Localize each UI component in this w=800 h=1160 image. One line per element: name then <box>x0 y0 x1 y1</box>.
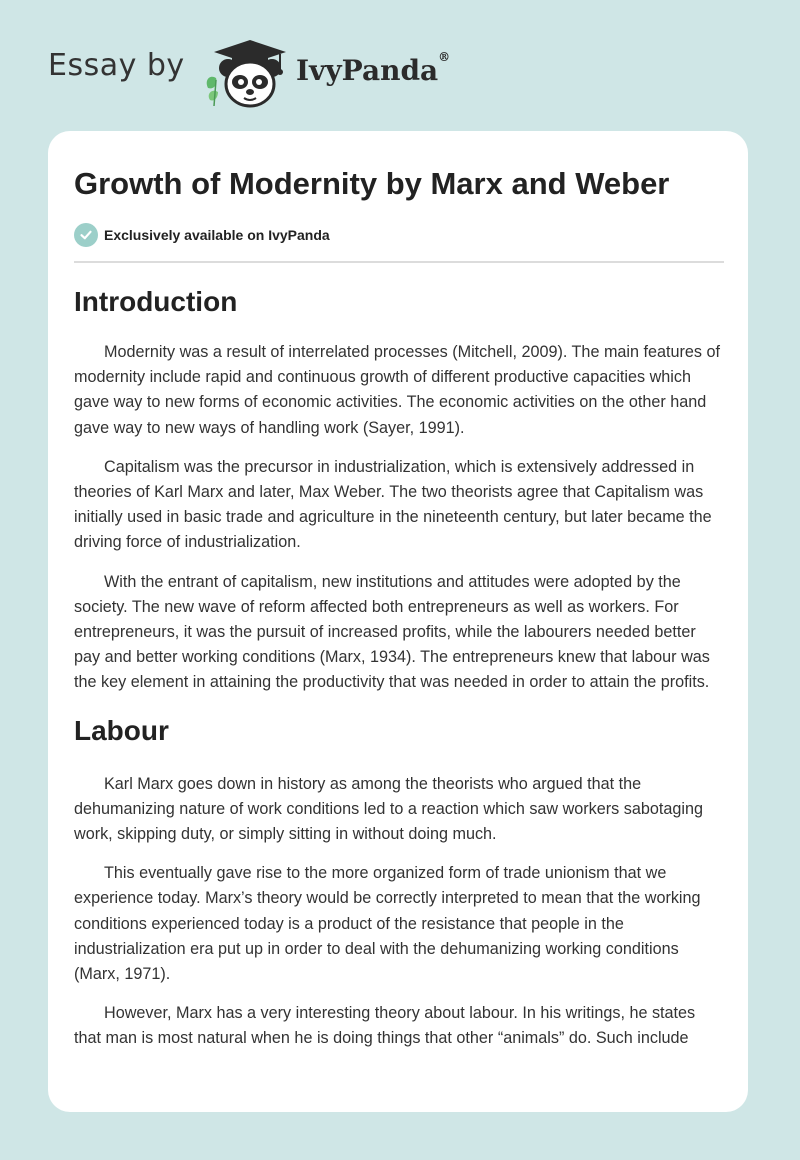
paragraph: However, Marx has a very interesting theory about labour. In his writings, he states that man is most natural when he is doing things that other “animals” do. Such include <box>74 1004 696 1048</box>
panda-graduate-icon <box>200 36 292 110</box>
essay-content <box>74 281 724 1066</box>
essay-card <box>48 131 748 1112</box>
section-heading-introduction: Introduction <box>74 286 238 317</box>
paragraph: With the entrant of capitalism, new institutions and attitudes were adopted by the society. The new wave of reform affected both entrepreneurs as well as workers. For entrepreneurs, it was the pursuit of increased profits, while the labourers needed better pay and better working conditions (Marx, 1934). The entrepreneurs knew that labour was the key element in attaining the productivity that was needed in order to attain the profits. <box>74 572 710 692</box>
exclusive-badge <box>74 223 330 247</box>
title-divider <box>74 261 724 263</box>
paragraph: This eventually gave rise to the more organized form of trade unionism that we experience today. Marx’s theory would be correctly interpreted to mean that the working conditions experienced today is a product of the resistance that people in the industrialization era put up in order to deal with the dehumanizing working conditions (Marx, 1971). <box>74 864 701 984</box>
registered-mark: ® <box>438 50 451 64</box>
page-title: Growth of Modernity by Marx and Weber <box>74 166 670 201</box>
exclusive-badge-label: Exclusively available on IvyPanda <box>104 227 330 243</box>
site-header <box>0 0 800 130</box>
section-heading-labour: Labour <box>74 714 169 746</box>
brand-logo-text[interactable] <box>296 50 451 87</box>
paragraph: Capitalism was the precursor in industrialization, which is extensively addressed in theories of Karl Marx and later, Max Weber. The two theorists agree that Capitalism was initially used in basic trade and agriculture in the nineteenth century, but later became the driving force of industrialization. <box>74 457 712 552</box>
paragraph: Modernity was a result of interrelated processes (Mitchell, 2009). The main features of modernity include rapid and continuous growth of different productive capacities which gave way to new forms of economic activities. The economic activities on the other hand gave way to new ways of handling work (Sayer, 1991). <box>74 343 721 437</box>
check-icon <box>74 223 98 247</box>
essay-by-label: Essay by <box>48 48 185 83</box>
brand-name: IvyPanda <box>296 54 439 87</box>
paragraph: Karl Marx goes down in history as among the theorists who argued that the dehumanizing nature of work conditions led to a reaction which saw workers sabotaging work, skipping duty, or simply sitting in without doing much. <box>74 774 703 844</box>
